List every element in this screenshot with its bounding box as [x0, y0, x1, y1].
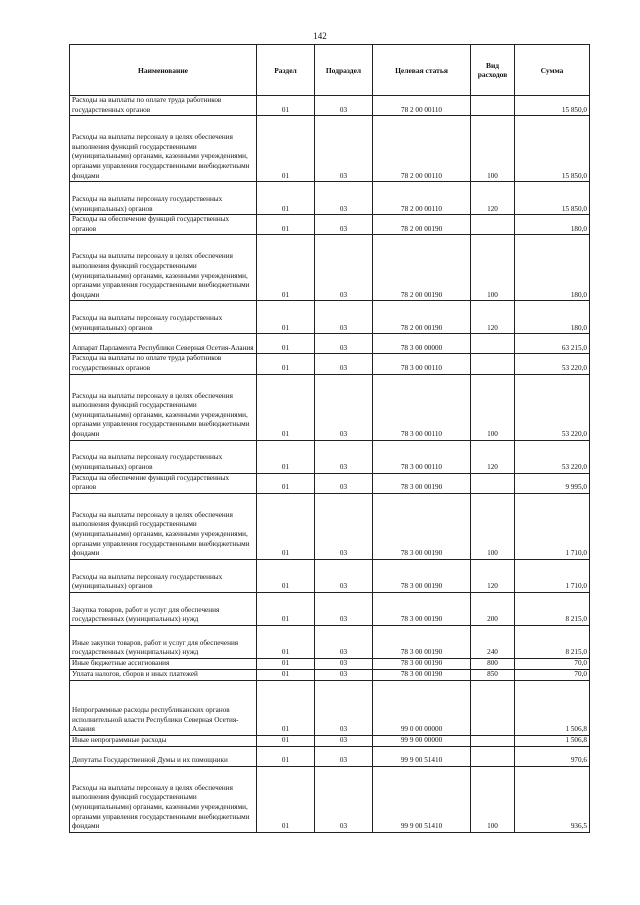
table-row	[70, 440, 590, 473]
row-section: 01	[257, 559, 315, 592]
row-name: Расходы на выплаты персоналу государственных (муниципальных) органов	[70, 559, 257, 592]
row-subsection: 03	[315, 354, 373, 374]
row-name: Иные закупки товаров, работ и услуг для обеспечения государственных (муниципальных) нужд	[70, 625, 257, 658]
table-row	[70, 374, 590, 440]
row-section: 01	[257, 116, 315, 182]
row-sum: 180,0	[515, 215, 590, 235]
row-expense-type: 120	[471, 301, 515, 334]
row-target: 78 3 00 00000	[373, 334, 471, 354]
table-row	[70, 493, 590, 559]
row-sum: 15 850,0	[515, 116, 590, 182]
row-name: Расходы на выплаты по оплате труда работников государственных органов	[70, 96, 257, 116]
row-subsection: 03	[315, 559, 373, 592]
row-subsection: 03	[315, 766, 373, 832]
row-subsection: 03	[315, 680, 373, 735]
table-row	[70, 116, 590, 182]
row-expense-type	[471, 735, 515, 746]
row-sum: 63 215,0	[515, 334, 590, 354]
row-expense-type: 800	[471, 658, 515, 669]
row-expense-type: 200	[471, 592, 515, 625]
row-expense-type: 100	[471, 235, 515, 301]
row-target: 99 9 00 51410	[373, 746, 471, 766]
row-section: 01	[257, 746, 315, 766]
row-sum: 53 220,0	[515, 374, 590, 440]
row-sum: 970,6	[515, 746, 590, 766]
row-subsection: 03	[315, 334, 373, 354]
row-target: 78 3 00 00110	[373, 354, 471, 374]
row-section: 01	[257, 96, 315, 116]
row-expense-type	[471, 96, 515, 116]
header-sum: Сумма	[515, 45, 590, 96]
row-target: 78 2 00 00190	[373, 235, 471, 301]
row-subsection: 03	[315, 235, 373, 301]
row-section: 01	[257, 301, 315, 334]
row-target: 78 3 00 00190	[373, 592, 471, 625]
row-target: 78 2 00 00110	[373, 96, 471, 116]
row-section: 01	[257, 334, 315, 354]
header-section: Раздел	[257, 45, 315, 96]
row-subsection: 03	[315, 746, 373, 766]
row-target: 78 3 00 00110	[373, 440, 471, 473]
row-section: 01	[257, 235, 315, 301]
table-row	[70, 334, 590, 354]
table-row	[70, 592, 590, 625]
row-expense-type: 850	[471, 669, 515, 680]
row-subsection: 03	[315, 592, 373, 625]
table-row	[70, 746, 590, 766]
row-subsection: 03	[315, 301, 373, 334]
row-expense-type: 100	[471, 374, 515, 440]
row-target: 78 2 00 00190	[373, 215, 471, 235]
row-target: 78 3 00 00110	[373, 374, 471, 440]
table-row	[70, 96, 590, 116]
table-row	[70, 354, 590, 374]
row-sum: 1 710,0	[515, 493, 590, 559]
row-expense-type	[471, 354, 515, 374]
row-target: 78 3 00 00190	[373, 473, 471, 493]
row-name: Расходы на выплаты по оплате труда работников государственных органов	[70, 354, 257, 374]
row-expense-type: 100	[471, 493, 515, 559]
header-name: Наименование	[70, 45, 257, 96]
row-target: 78 2 00 00190	[373, 301, 471, 334]
row-section: 01	[257, 735, 315, 746]
row-sum: 70,0	[515, 658, 590, 669]
row-name: Расходы на обеспечение функций государственных органов	[70, 473, 257, 493]
table-header-row	[70, 45, 590, 96]
row-name: Иные непрограммные расходы	[70, 735, 257, 746]
row-expense-type	[471, 473, 515, 493]
row-name: Непрограммные расходы республиканских органов исполнительной власти Республики Северная Осетия-Алания	[70, 680, 257, 735]
table-row	[70, 680, 590, 735]
table-row	[70, 766, 590, 832]
row-expense-type	[471, 680, 515, 735]
row-target: 99 0 00 00000	[373, 680, 471, 735]
row-sum: 180,0	[515, 235, 590, 301]
row-expense-type: 100	[471, 766, 515, 832]
table-row	[70, 559, 590, 592]
table-body	[70, 96, 590, 833]
row-sum: 180,0	[515, 301, 590, 334]
row-subsection: 03	[315, 440, 373, 473]
table-row	[70, 215, 590, 235]
row-target: 78 3 00 00190	[373, 658, 471, 669]
row-target: 78 2 00 00110	[373, 116, 471, 182]
row-subsection: 03	[315, 625, 373, 658]
row-name: Расходы на обеспечение функций государственных органов	[70, 215, 257, 235]
table-row	[70, 669, 590, 680]
table-row	[70, 235, 590, 301]
row-target: 99 9 00 51410	[373, 766, 471, 832]
row-name: Расходы на выплаты персоналу государственных (муниципальных) органов	[70, 301, 257, 334]
table-row	[70, 658, 590, 669]
row-section: 01	[257, 625, 315, 658]
row-subsection: 03	[315, 658, 373, 669]
row-target: 78 2 00 00110	[373, 182, 471, 215]
row-expense-type	[471, 215, 515, 235]
row-name: Расходы на выплаты персоналу государственных (муниципальных) органов	[70, 182, 257, 215]
row-expense-type: 120	[471, 440, 515, 473]
row-section: 01	[257, 182, 315, 215]
row-target: 78 3 00 00190	[373, 559, 471, 592]
row-sum: 15 850,0	[515, 182, 590, 215]
row-sum: 936,5	[515, 766, 590, 832]
row-section: 01	[257, 215, 315, 235]
row-name: Закупка товаров, работ и услуг для обеспечения государственных (муниципальных) нужд	[70, 592, 257, 625]
row-section: 01	[257, 493, 315, 559]
row-name: Иные бюджетные ассигнования	[70, 658, 257, 669]
row-expense-type	[471, 746, 515, 766]
table-row	[70, 625, 590, 658]
row-section: 01	[257, 374, 315, 440]
row-name: Уплата налогов, сборов и иных платежей	[70, 669, 257, 680]
row-subsection: 03	[315, 669, 373, 680]
row-subsection: 03	[315, 96, 373, 116]
page-number: 142	[313, 31, 327, 41]
row-sum: 70,0	[515, 669, 590, 680]
row-section: 01	[257, 354, 315, 374]
row-section: 01	[257, 658, 315, 669]
row-section: 01	[257, 669, 315, 680]
row-sum: 8 215,0	[515, 625, 590, 658]
row-name: Расходы на выплаты персоналу в целях обеспечения выполнения функций государственными (муниципальными) органами, казенными учреждениями, органами управления государственными внебюджетными фондами	[70, 116, 257, 182]
row-subsection: 03	[315, 473, 373, 493]
row-target: 78 3 00 00190	[373, 625, 471, 658]
header-target: Целевая статья	[373, 45, 471, 96]
row-section: 01	[257, 592, 315, 625]
row-sum: 15 850,0	[515, 96, 590, 116]
row-expense-type	[471, 334, 515, 354]
table-row	[70, 301, 590, 334]
row-subsection: 03	[315, 493, 373, 559]
row-name: Депутаты Государственной Думы и их помощники	[70, 746, 257, 766]
row-expense-type: 240	[471, 625, 515, 658]
row-subsection: 03	[315, 735, 373, 746]
row-subsection: 03	[315, 182, 373, 215]
row-subsection: 03	[315, 374, 373, 440]
row-sum: 53 220,0	[515, 440, 590, 473]
row-section: 01	[257, 680, 315, 735]
budget-table	[69, 44, 590, 833]
row-expense-type: 100	[471, 116, 515, 182]
row-section: 01	[257, 473, 315, 493]
row-name: Расходы на выплаты персоналу в целях обеспечения выполнения функций государственными (муниципальными) органами, казенными учреждениями, органами управления государственными внебюджетными фондами	[70, 493, 257, 559]
row-name: Расходы на выплаты персоналу государственных (муниципальных) органов	[70, 440, 257, 473]
row-sum: 9 995,0	[515, 473, 590, 493]
row-sum: 1 710,0	[515, 559, 590, 592]
row-expense-type: 120	[471, 559, 515, 592]
row-section: 01	[257, 766, 315, 832]
row-sum: 1 506,8	[515, 735, 590, 746]
row-name: Расходы на выплаты персоналу в целях обеспечения выполнения функций государственными (муниципальными) органами, казенными учреждениями, органами управления государственными внебюджетными фондами	[70, 766, 257, 832]
row-expense-type: 120	[471, 182, 515, 215]
table-row	[70, 182, 590, 215]
row-name: Расходы на выплаты персоналу в целях обеспечения выполнения функций государственными (муниципальными) органами, казенными учреждениями, органами управления государственными внебюджетными фондами	[70, 235, 257, 301]
row-target: 99 9 00 00000	[373, 735, 471, 746]
row-name: Расходы на выплаты персоналу в целях обеспечения выполнения функций государственными (муниципальными) органами, казенными учреждениями, органами управления государственными внебюджетными фондами	[70, 374, 257, 440]
header-expense-type: Вид расходов	[471, 45, 515, 96]
row-target: 78 3 00 00190	[373, 493, 471, 559]
row-subsection: 03	[315, 215, 373, 235]
row-section: 01	[257, 440, 315, 473]
row-name: Аппарат Парламента Республики Северная Осетия-Алания	[70, 334, 257, 354]
table-row	[70, 473, 590, 493]
table-row	[70, 735, 590, 746]
row-sum: 1 506,8	[515, 680, 590, 735]
row-sum: 53 220,0	[515, 354, 590, 374]
row-subsection: 03	[315, 116, 373, 182]
row-target: 78 3 00 00190	[373, 669, 471, 680]
row-sum: 8 215,0	[515, 592, 590, 625]
header-subsection: Подраздел	[315, 45, 373, 96]
